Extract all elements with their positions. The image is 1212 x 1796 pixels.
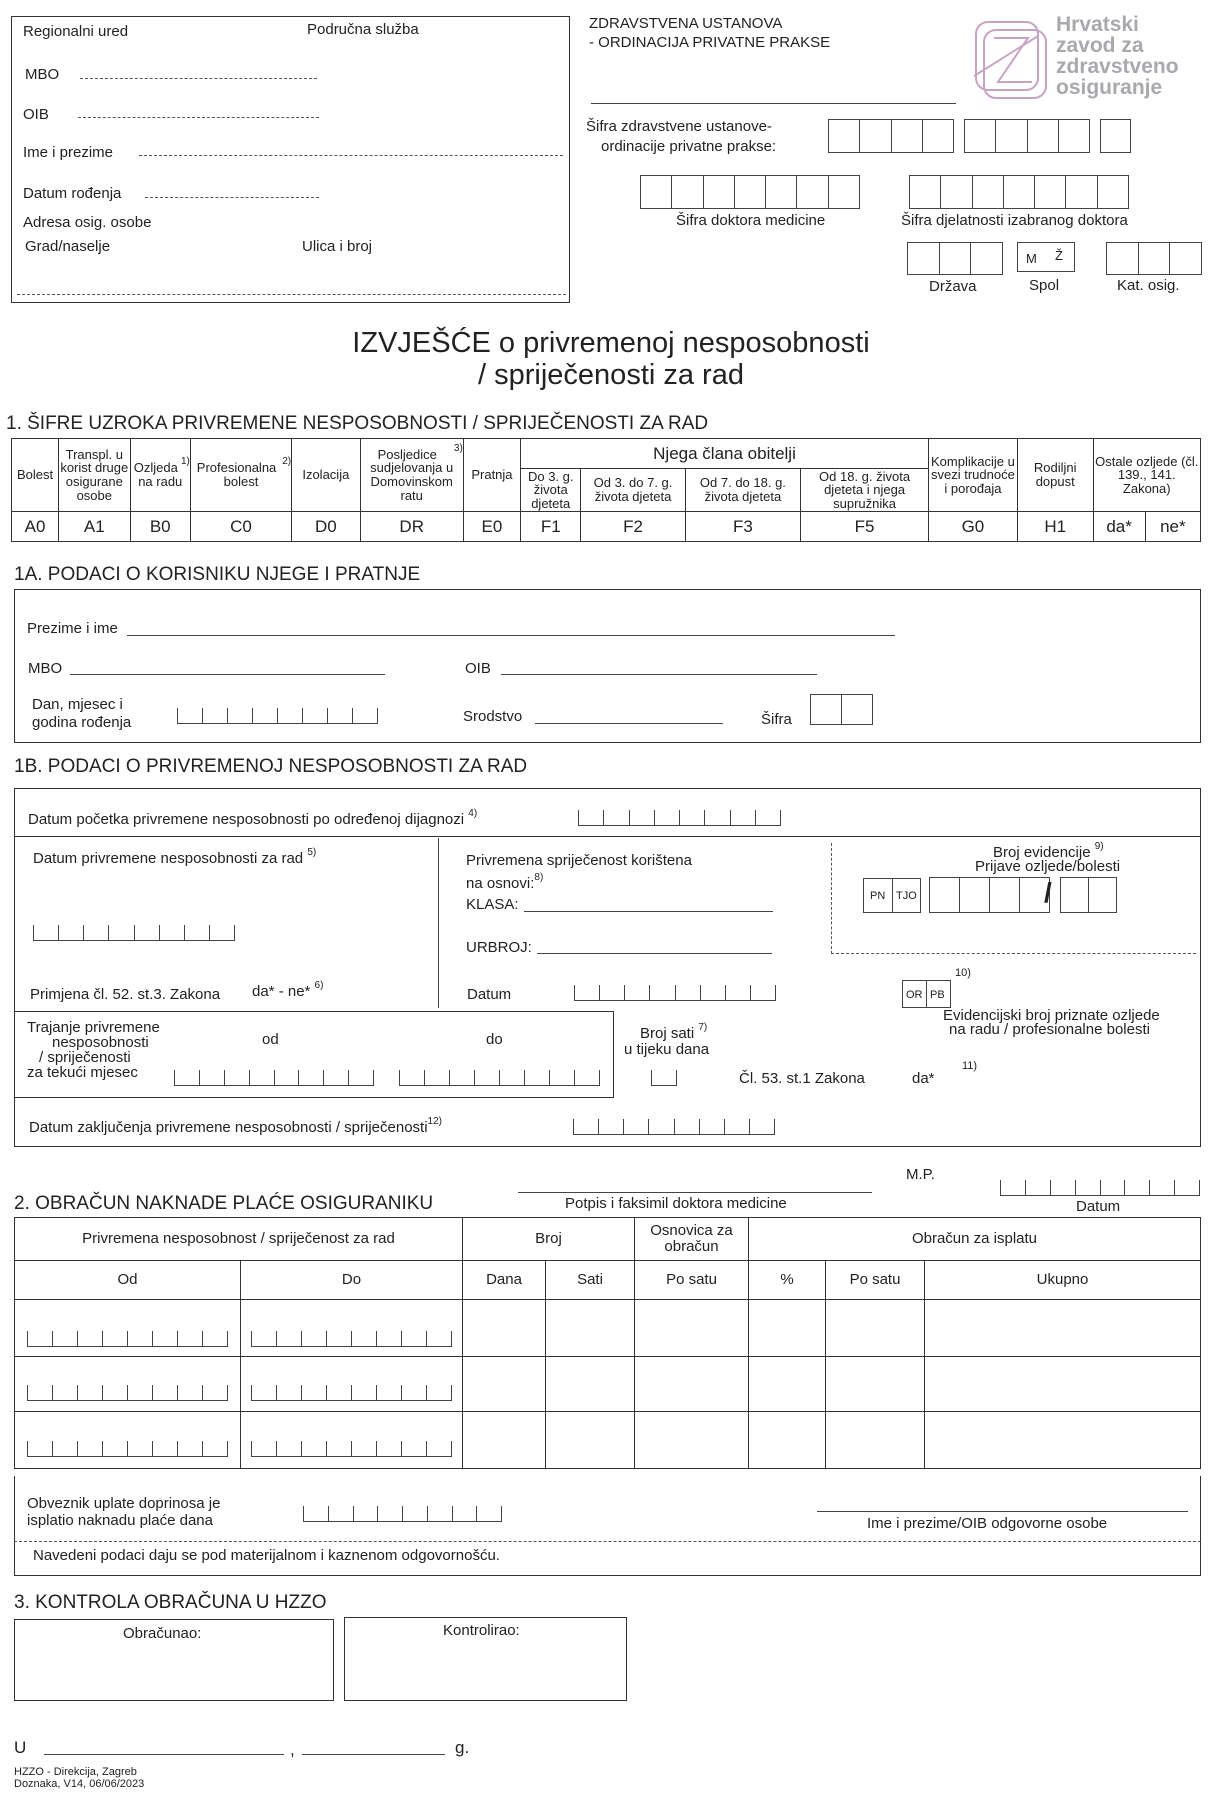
place-label: U	[14, 1738, 27, 1757]
cell-dana[interactable]	[463, 1300, 546, 1357]
section3-heading: 3. KONTROLA OBRAČUNA U HZZO	[14, 1592, 327, 1613]
col-izolacija: Izolacija	[292, 439, 360, 512]
year-label: g.	[455, 1738, 470, 1757]
col-sati: Sati	[546, 1261, 635, 1300]
or-option[interactable]: OR	[906, 989, 923, 1001]
code-g0[interactable]: G0	[928, 512, 1017, 542]
col-osnovica-po-satu: Po satu	[635, 1261, 749, 1300]
h-broj: Broj	[463, 1218, 635, 1261]
code-f1[interactable]: F1	[521, 512, 581, 542]
urbroj-field[interactable]	[537, 953, 772, 954]
address-field[interactable]	[17, 294, 566, 295]
note-11: 11)	[962, 1060, 978, 1072]
signature-field[interactable]	[518, 1192, 872, 1193]
insurance-category-label: Kat. osig.	[1117, 277, 1180, 294]
institution-code-label-1: Šifra zdravstvene ustanove-	[586, 118, 772, 135]
note-8: 8)	[534, 872, 544, 883]
note-12: 12)	[427, 1116, 442, 1127]
cause-codes-table	[11, 438, 1201, 542]
duration-line-2: nesposobnosti	[52, 1034, 149, 1051]
col-profesionalna-label: Profesionalna bolest	[196, 460, 277, 489]
article52-da-ne[interactable]: da* - ne*	[252, 983, 311, 1000]
doctor-code-cells[interactable]	[640, 175, 860, 209]
cell-do[interactable]	[241, 1300, 463, 1357]
hzzo-logo-text	[1056, 14, 1179, 98]
hours-label-2: u tijeku dana	[624, 1041, 710, 1058]
activity-code-cells[interactable]	[909, 175, 1129, 209]
col-domovinski-rat	[360, 439, 463, 512]
doctor-code-label: Šifra doktora medicine	[676, 212, 826, 229]
evidence-label-2: Prijave ozljede/bolesti	[975, 858, 1121, 875]
cell-ukupno[interactable]	[925, 1412, 1201, 1469]
duration-line-3: / spriječenosti	[39, 1049, 131, 1066]
country-cells[interactable]	[907, 242, 1003, 275]
care-birth-label-1: Dan, mjesec i	[32, 696, 123, 713]
prevention-label-1: Privremena spriječenost korištena	[466, 852, 692, 869]
signature-date-field[interactable]	[1000, 1180, 1200, 1196]
cell-od[interactable]	[15, 1412, 241, 1469]
section1-heading: 1. ŠIFRE UZROKA PRIVREMENE NESPOSOBNOSTI / SPRIJEČENOSTI ZA RAD	[6, 413, 709, 434]
col-od: Od	[15, 1261, 241, 1300]
row2-od-date[interactable]	[27, 1385, 228, 1401]
code-e0[interactable]: E0	[463, 512, 520, 542]
cell-po-satu[interactable]	[826, 1300, 925, 1357]
sex-label: Spol	[1029, 277, 1060, 294]
prevention-label-2	[466, 872, 544, 893]
signature-label: Potpis i faksimil doktora medicine	[565, 1195, 787, 1212]
evidence-number-cells[interactable]	[929, 877, 1050, 913]
care-surname-label: Prezime i ime	[27, 620, 118, 637]
responsible-person-field[interactable]	[817, 1511, 1188, 1512]
h-osnovica: Osnovica za obračun	[635, 1218, 749, 1261]
name-field[interactable]	[139, 155, 563, 156]
code-a0[interactable]: A0	[12, 512, 59, 542]
country-label: Država	[929, 278, 977, 295]
institution-label-1: ZDRAVSTVENA USTANOVA	[589, 15, 783, 32]
col-pratnja: Pratnja	[463, 439, 520, 512]
article53-label: Čl. 53. st.1 Zakona	[739, 1070, 865, 1087]
form-title-line-2: / spriječenosti za rad	[478, 359, 744, 391]
code-c0[interactable]: C0	[190, 512, 291, 542]
obligor-divider	[14, 1541, 1201, 1542]
h-privremena: Privremena nesposobnost / spriječenost za rad	[15, 1218, 463, 1261]
oib-field[interactable]	[78, 117, 319, 118]
cell-sati[interactable]	[546, 1357, 635, 1412]
pb-option[interactable]: PB	[930, 989, 945, 1001]
branch-office-label: Područna služba	[307, 21, 419, 38]
evidence-year-cells[interactable]	[1060, 877, 1117, 913]
col-ostale-ozljede: Ostale ozljede (čl. 139., 141. Zakona)	[1093, 439, 1200, 512]
section2-heading: 2. OBRAČUN NAKNADE PLAĆE OSIGURANIKU	[14, 1193, 434, 1214]
disability-date-field[interactable]	[33, 925, 235, 941]
care-mbo-label: MBO	[28, 660, 63, 677]
logo-line-4: osiguranje	[1056, 76, 1163, 99]
kinship-code-cells[interactable]	[810, 694, 873, 725]
cell-postotak[interactable]	[749, 1300, 826, 1357]
table-row	[15, 1300, 1201, 1357]
pn-option[interactable]: PN	[870, 890, 886, 902]
cell-sati[interactable]	[546, 1412, 635, 1469]
signature-date-label: Datum	[1076, 1198, 1121, 1215]
insurance-category-cells[interactable]	[1106, 242, 1202, 275]
note-7: 7)	[698, 1022, 708, 1033]
col-profesionalna	[190, 439, 291, 512]
institution-code-label-2: ordinacije privatne prakse:	[601, 138, 777, 155]
col-ozljeda-label: Ozljeda na radu	[133, 460, 183, 489]
liability-statement: Navedeni podaci daju se pod materijalnom i kaznenom odgovornošću.	[33, 1547, 500, 1564]
col-postotak: %	[749, 1261, 826, 1300]
prevention-text: na osnovi:	[466, 875, 535, 892]
obligor-label-1: Obveznik uplate doprinosa je	[27, 1495, 221, 1512]
cell-osnovica[interactable]	[635, 1357, 749, 1412]
code-a1[interactable]: A1	[59, 512, 131, 542]
section1b-heading: 1B. PODACI O PRIVREMENOJ NESPOSOBNOSTI ZA RAD	[14, 756, 528, 777]
city-label: Grad/naselje	[25, 238, 111, 255]
article53-da[interactable]: da*	[912, 1070, 935, 1087]
code-f2[interactable]: F2	[581, 512, 685, 542]
col-f5: Od 18. g. života djeteta i njega supružnika	[801, 469, 929, 512]
note-6: 6)	[314, 980, 324, 991]
col-f3: Od 7. do 18. g. života djeteta	[685, 469, 801, 512]
form-title-line-1: IZVJEŠĆE o privremenoj nesposobnosti	[352, 327, 870, 359]
start-date-label	[28, 808, 478, 829]
col-rodiljni: Rodiljni dopust	[1017, 439, 1093, 512]
code-h1[interactable]: H1	[1017, 512, 1093, 542]
cell-od[interactable]	[15, 1300, 241, 1357]
col-dana: Dana	[463, 1261, 546, 1300]
mbo-label: MBO	[25, 66, 60, 83]
prevention-date-field[interactable]	[574, 985, 776, 1001]
row1-od-date[interactable]	[27, 1331, 228, 1347]
code-b0[interactable]: B0	[130, 512, 190, 542]
from-label: od	[262, 1031, 279, 1048]
cell-osnovica[interactable]	[635, 1300, 749, 1357]
kinship-field[interactable]	[535, 723, 723, 724]
urbroj-label: URBROJ:	[466, 939, 532, 956]
address-label: Adresa osig. osobe	[23, 214, 152, 231]
institution-code-cells-3[interactable]	[1100, 119, 1131, 153]
end-date-field[interactable]	[573, 1119, 775, 1135]
row3-do-date[interactable]	[251, 1441, 452, 1457]
cell-do[interactable]	[241, 1412, 463, 1469]
to-label: do	[486, 1031, 503, 1048]
oib-label: OIB	[23, 106, 49, 123]
mbo-field[interactable]	[80, 78, 317, 79]
care-birth-label-2: godina rođenja	[32, 714, 132, 731]
code-f3[interactable]: F3	[685, 512, 801, 542]
logo-line-3: zdravstveno	[1056, 55, 1179, 78]
klasa-field[interactable]	[524, 911, 773, 912]
institution-code-cells-2[interactable]	[964, 119, 1090, 153]
note-2: 2)	[282, 456, 292, 468]
prevention-date-label: Datum	[467, 986, 512, 1003]
note-10: 10)	[955, 967, 971, 979]
col-isplata-po-satu: Po satu	[826, 1261, 925, 1300]
to-date-field[interactable]	[399, 1070, 600, 1086]
cell-dana[interactable]	[463, 1412, 546, 1469]
cell-ukupno[interactable]	[925, 1357, 1201, 1412]
duration-labels	[27, 1020, 160, 1080]
sex-female-option[interactable]: Ž	[1055, 248, 1063, 263]
end-date-label	[29, 1116, 442, 1137]
institution-field[interactable]	[591, 103, 956, 104]
col-domovinski-rat-label: Posljedice sudjelovanja u Domovinskom ratu	[370, 446, 454, 503]
note-4: 4)	[468, 808, 478, 819]
cell-dana[interactable]	[463, 1357, 546, 1412]
table-row	[15, 1412, 1201, 1469]
street-label: Ulica i broj	[302, 238, 373, 255]
duration-line-1: Trajanje privremene	[27, 1019, 160, 1036]
row1-do-date[interactable]	[251, 1331, 452, 1347]
col-f2: Od 3. do 7. g. života djeteta	[581, 469, 685, 512]
row3-od-date[interactable]	[27, 1441, 228, 1457]
calculated-by-label: Obračunao:	[123, 1625, 202, 1642]
note-1: 1)	[180, 456, 190, 468]
kinship-code-label: Šifra	[761, 711, 792, 728]
start-date-field[interactable]	[578, 810, 781, 826]
klasa-label: KLASA:	[466, 896, 519, 913]
institution-label-2: - ORDINACIJA PRIVATNE PRAKSE	[589, 34, 831, 51]
hours-field[interactable]	[651, 1070, 677, 1086]
duration-line-4: za tekući mjesec	[27, 1064, 138, 1081]
cell-do[interactable]	[241, 1357, 463, 1412]
care-birth-date-field[interactable]	[177, 708, 378, 724]
cell-osnovica[interactable]	[635, 1412, 749, 1469]
obligor-date-field[interactable]	[303, 1506, 502, 1522]
row2-do-date[interactable]	[251, 1385, 452, 1401]
col-do: Do	[241, 1261, 463, 1300]
obligor-label-2: isplatio naknadu plaće dana	[27, 1512, 213, 1529]
hzzo-logo-icon	[966, 16, 1056, 102]
name-label: Ime i prezime	[23, 144, 114, 161]
birth-date-field[interactable]	[145, 197, 319, 198]
section1a-heading: 1A. PODACI O KORISNIKU NJEGE I PRATNJE	[14, 564, 421, 585]
col-komplikacije: Komplikacije u svezi trudnoće i porođaja	[928, 439, 1017, 512]
col-ozljeda	[130, 439, 190, 512]
note-9: 9)	[1094, 841, 1104, 852]
activity-code-label: Šifra djelatnosti izabranog doktora	[901, 212, 1128, 229]
col-transplantacija: Transpl. u korist druge osigurane osobe	[59, 439, 131, 512]
cell-postotak[interactable]	[749, 1412, 826, 1469]
footer-line-1: HZZO - Direkcija, Zagreb	[14, 1766, 137, 1778]
cell-po-satu[interactable]	[826, 1412, 925, 1469]
cell-sati[interactable]	[546, 1300, 635, 1357]
care-mbo-field[interactable]	[70, 674, 385, 675]
date-field[interactable]	[302, 1754, 445, 1755]
tjo-option[interactable]: TJO	[896, 890, 917, 902]
institution-code-cells-1[interactable]	[828, 119, 954, 153]
cell-po-satu[interactable]	[826, 1357, 925, 1412]
place-comma: ,	[290, 1740, 295, 1759]
birth-date-label: Datum rođenja	[23, 185, 122, 202]
recognized-evidence-label-1: Evidencijski broj priznate ozljede	[943, 1007, 1160, 1024]
place-field[interactable]	[44, 1754, 284, 1755]
code-dr[interactable]: DR	[360, 512, 463, 542]
article52-options[interactable]	[252, 980, 324, 1001]
col-bolest: Bolest	[12, 439, 59, 512]
logo-line-2: zavod za	[1056, 34, 1144, 57]
care-oib-label: OIB	[465, 660, 491, 677]
code-d0[interactable]: D0	[292, 512, 360, 542]
disability-date-text: Datum privremene nesposobnosti za rad	[33, 850, 304, 867]
responsible-person-label: Ime i prezime/OIB odgovorne osobe	[867, 1515, 1108, 1532]
from-date-field[interactable]	[174, 1070, 374, 1086]
note-3: 3)	[453, 442, 463, 454]
hours-text-1: Broj sati	[640, 1025, 695, 1042]
cell-postotak[interactable]	[749, 1357, 826, 1412]
care-oib-field[interactable]	[501, 674, 817, 675]
table-row	[15, 1357, 1201, 1412]
article52-label: Primjena čl. 52. st.3. Zakona	[30, 986, 221, 1003]
care-surname-field[interactable]	[127, 635, 895, 636]
end-date-text: Datum zaključenja privremene nesposobnosti / spriječenosti	[29, 1119, 428, 1136]
h-obracun: Obračun za isplatu	[749, 1218, 1201, 1261]
recognized-evidence-label-2: na radu / profesionalne bolesti	[949, 1021, 1150, 1038]
logo-line-1: Hrvatski	[1056, 13, 1139, 36]
divider-1b-1	[14, 836, 1201, 837]
njega-header: Njega člana obitelji	[521, 439, 929, 469]
start-date-text: Datum početka privremene nesposobnosti po određenoj dijagnozi	[28, 811, 465, 828]
controlled-by-label: Kontrolirao:	[443, 1622, 520, 1639]
cell-ukupno[interactable]	[925, 1300, 1201, 1357]
code-da[interactable]: da*	[1093, 512, 1145, 542]
stamp-label: M.P.	[906, 1166, 935, 1183]
code-f5[interactable]: F5	[801, 512, 929, 542]
col-ukupno: Ukupno	[925, 1261, 1201, 1300]
code-ne[interactable]: ne*	[1145, 512, 1200, 542]
regional-office-label: Regionalni ured	[23, 23, 129, 40]
evidence-slash: /	[1044, 877, 1052, 908]
col-f1: Do 3. g. života djeteta	[521, 469, 581, 512]
sex-male-option[interactable]: M	[1026, 251, 1037, 266]
cell-od[interactable]	[15, 1357, 241, 1412]
footer-line-2: Doznaka, V14, 06/06/2023	[14, 1778, 145, 1790]
evidence-text-1: Broj evidencije	[993, 844, 1091, 861]
disability-date-label	[33, 847, 317, 868]
divider-1b-v1	[438, 838, 439, 1008]
note-5: 5)	[307, 847, 317, 858]
kinship-label: Srodstvo	[463, 708, 523, 725]
